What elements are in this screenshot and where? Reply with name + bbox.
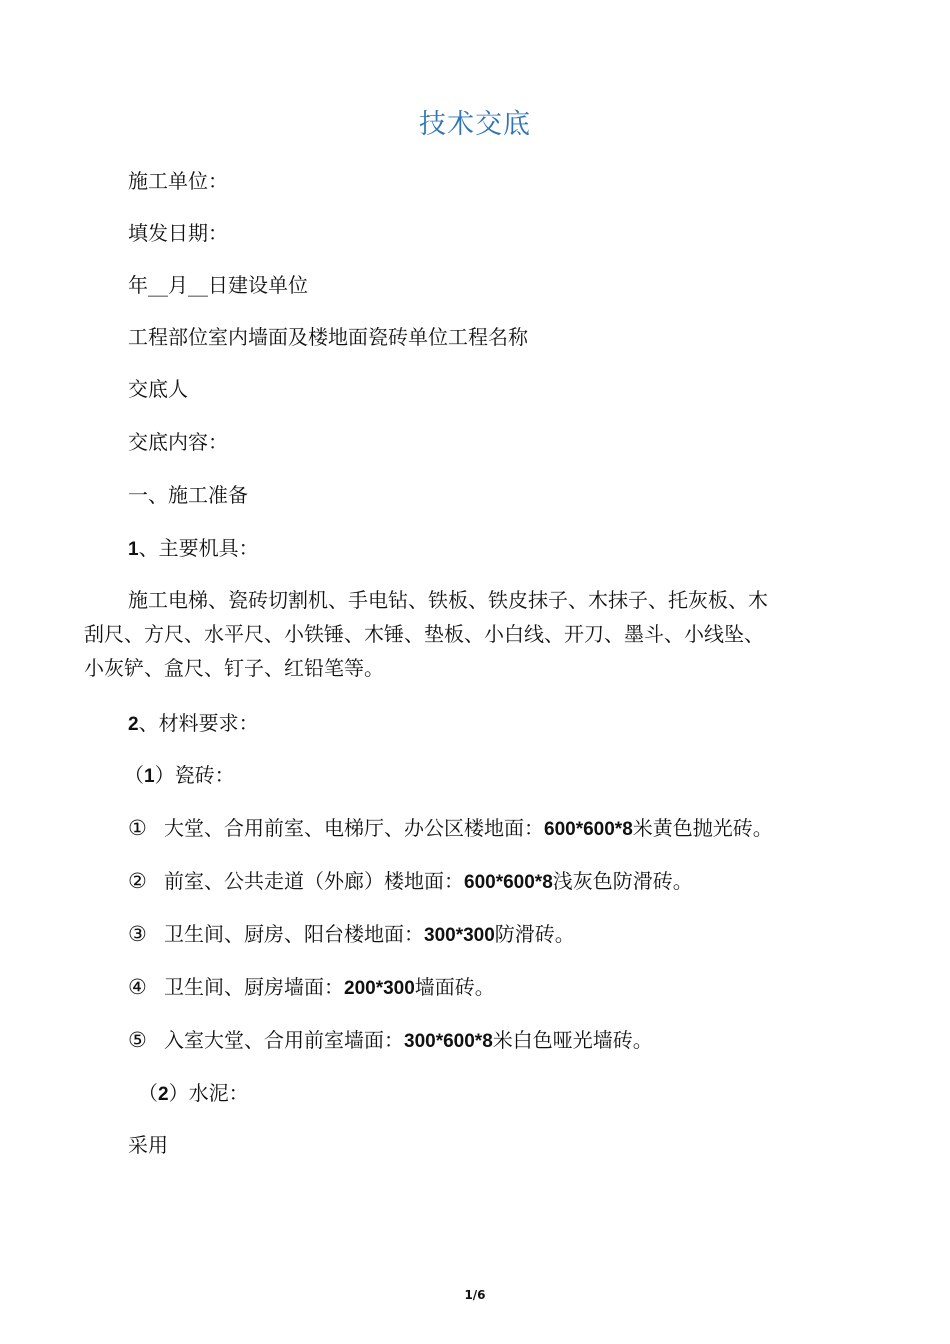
tools-line: 刮尺、方尺、水平尺、小铁锤、木锤、垫板、小白线、开刀、墨斗、小线坠、 [84,622,764,646]
subheading-tiles: （1）瓷砖： [124,763,235,787]
date-blank-line: 年__月__日建设单位 [128,273,308,297]
tile-item: ② 前室、公共走道（外廊）楼地面：600*600*8浅灰色防滑砖。 [128,869,693,893]
tools-paragraph [84,583,874,685]
tile-item: ⑤ 入室大堂、合用前室墙面：300*600*8米白色哑光墙砖。 [128,1028,653,1052]
briefing-content-label: 交底内容： [128,430,228,454]
subheading-cement: （2）水泥： [138,1081,249,1105]
adopt-text: 采用 [128,1133,168,1157]
briefing-person-label: 交底人 [128,377,188,401]
page-title: 技术交底 [419,109,531,140]
tools-line: 施工电梯、瓷砖切割机、手电钻、铁板、铁皮抹子、木抹子、托灰板、木 [128,588,768,612]
circled-number-1: ① [128,816,147,840]
tile-item: ① 大堂、合用前室、电梯厅、办公区楼地面：600*600*8米黄色抛光砖。 [128,816,773,840]
construction-unit-label: 施工单位： [128,169,228,193]
circled-number-2: ② [128,869,147,893]
tile-item: ④ 卫生间、厨房墙面：200*300墙面砖。 [128,975,495,999]
issue-date-label: 填发日期： [128,221,228,245]
section-heading-preparation: 一、施工准备 [128,483,248,507]
subheading-materials: 2、材料要求： [128,711,259,735]
circled-number-5: ⑤ [128,1028,147,1052]
subheading-tools: 1、主要机具： [128,536,259,560]
circled-number-3: ③ [128,922,147,946]
page-number: 1/6 [464,1288,486,1302]
tile-item: ③ 卫生间、厨房、阳台楼地面：300*300防滑砖。 [128,922,575,946]
circled-number-4: ④ [128,975,147,999]
project-line: 工程部位室内墙面及楼地面瓷砖单位工程名称 [128,325,528,349]
tools-line: 小灰铲、盒尺、钉子、红铅笔等。 [84,656,384,680]
